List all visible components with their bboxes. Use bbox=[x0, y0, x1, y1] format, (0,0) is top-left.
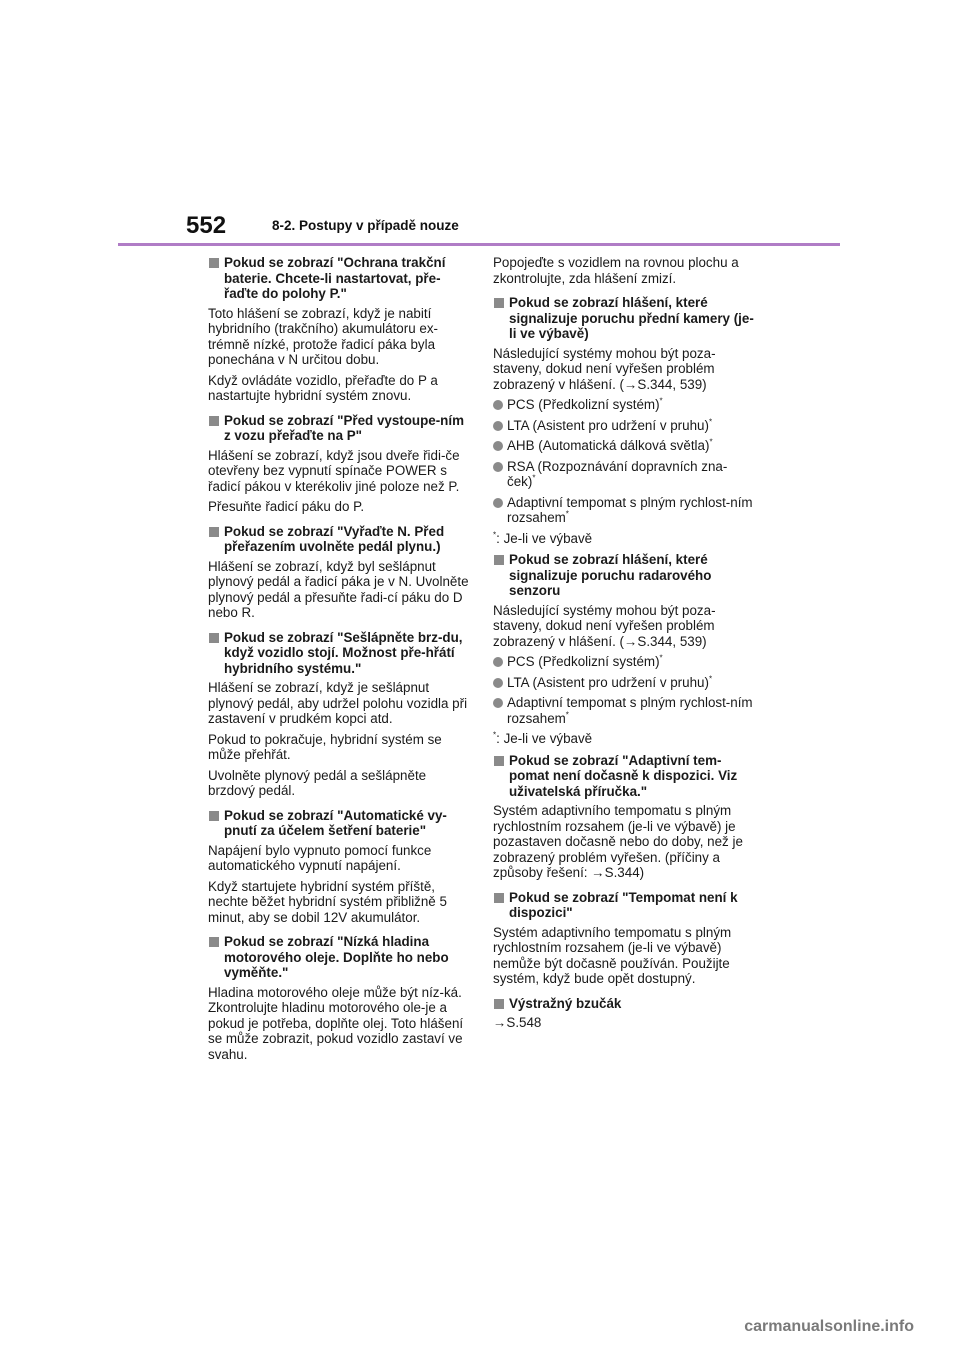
list-item: Adaptivní tempomat s plným rychlost-ním rozsahem* bbox=[493, 495, 755, 526]
paragraph: Toto hlášení se zobrazí, když je nabití hybridního (trakčního) akumulátoru ex-trémně nízké, protože řadicí páka byla ponechána v N určitou dobu. bbox=[208, 305, 438, 367]
heading: Pokud se zobrazí "Tempomat není k dispozici" bbox=[493, 890, 755, 921]
left-column bbox=[208, 255, 470, 1067]
page-number: 552 bbox=[186, 212, 227, 239]
heading: Pokud se zobrazí "Adaptivní tem-pomat není dočasně k dispozici. Viz uživatelská příručka." bbox=[493, 753, 755, 800]
list-item: PCS (Předkolizní systém)* bbox=[493, 654, 755, 670]
round-bullet-icon bbox=[493, 498, 503, 508]
round-bullet-icon bbox=[493, 421, 503, 431]
square-bullet-icon bbox=[209, 258, 219, 268]
round-bullet-icon bbox=[493, 400, 503, 410]
paragraph: Přesuňte řadicí páku do P. bbox=[208, 499, 365, 514]
paragraph: Pokud to pokračuje, hybridní systém se může přehřát. bbox=[208, 731, 442, 762]
paragraph: Napájení bylo vypnuto pomocí funkce automatického vypnutí napájení. bbox=[208, 842, 432, 873]
square-bullet-icon bbox=[494, 999, 504, 1009]
round-bullet-icon bbox=[493, 441, 503, 451]
square-bullet-icon bbox=[494, 756, 504, 766]
page-reference: →S.548 bbox=[493, 1015, 542, 1030]
paragraph: Hlášení se zobrazí, když je sešlápnut plynový pedál, aby udržel polohu vozidla při zastavení v prudkém kopci atd. bbox=[208, 680, 468, 726]
square-bullet-icon bbox=[209, 633, 219, 643]
list-item: PCS (Předkolizní systém)* bbox=[493, 397, 755, 413]
heading: Pokud se zobrazí "Vyřaďte N. Před přeřazením uvolněte pedál plynu.) bbox=[208, 524, 470, 555]
square-bullet-icon bbox=[209, 811, 219, 821]
footnote: *: Je-li ve výbavě bbox=[493, 530, 593, 546]
round-bullet-icon bbox=[493, 462, 503, 472]
list-item: AHB (Automatická dálková světla)* bbox=[493, 438, 755, 454]
heading: Pokud se zobrazí "Před vystoupe-ním z vozu přeřaďte na P" bbox=[208, 413, 470, 444]
square-bullet-icon bbox=[209, 937, 219, 947]
paragraph: Když startujete hybridní systém příště, nechte běžet hybridní systém přibližně 5 minut, aby se dobil 12V akumulátor. bbox=[208, 878, 447, 925]
section-title: 8-2. Postupy v případě nouze bbox=[272, 218, 459, 233]
list-item: Adaptivní tempomat s plným rychlost-ním rozsahem* bbox=[493, 695, 755, 726]
footnote: *: Je-li ve výbavě bbox=[493, 730, 593, 746]
heading: Pokud se zobrazí "Nízká hladina motorového oleje. Doplňte ho nebo vyměňte." bbox=[208, 934, 470, 981]
list-item: RSA (Rozpoznávání dopravních zna-ček)* bbox=[493, 459, 755, 490]
heading: Pokud se zobrazí "Automatické vy-pnutí za účelem šetření baterie" bbox=[208, 808, 470, 839]
paragraph: Systém adaptivního tempomatu s plným rychlostním rozsahem (je-li ve výbavě) nemůže být dočasně používán. Použijte systém, když bude opět dostupný. bbox=[493, 924, 732, 986]
paragraph: Když ovládáte vozidlo, přeřaďte do P a nastartujte hybridní systém znovu. bbox=[208, 372, 438, 403]
list-item: LTA (Asistent pro udržení v pruhu)* bbox=[493, 418, 755, 434]
watermark: carmanualsonline.info bbox=[744, 1318, 914, 1335]
paragraph: Hlášení se zobrazí, když byl sešlápnut plynový pedál a řadicí páka je v N. Uvolněte plynový pedál a přesuňte řadi-cí páku do D nebo R. bbox=[208, 558, 469, 620]
list-item: LTA (Asistent pro udržení v pruhu)* bbox=[493, 675, 755, 691]
square-bullet-icon bbox=[494, 555, 504, 565]
header-divider bbox=[118, 243, 840, 246]
square-bullet-icon bbox=[209, 416, 219, 426]
right-column bbox=[493, 255, 755, 1036]
heading: Pokud se zobrazí "Sešlápněte brz-du, když vozidlo stojí. Možnost pře-hřátí hybridního systému." bbox=[208, 630, 470, 677]
heading: Výstražný bzučák bbox=[493, 996, 755, 1012]
heading: Pokud se zobrazí "Ochrana trakční baterie. Chcete-li nastartovat, pře-řaďte do polohy P." bbox=[208, 255, 470, 302]
paragraph: Následující systémy mohou být poza-staveny, dokud není vyřešen problém zobrazený v hlášení. (→S.344, 539) bbox=[493, 602, 716, 649]
paragraph: Hladina motorového oleje může být níz-ká. Zkontrolujte hladinu motorového ole-je a pokud je potřeba, doplňte olej. Toto hlášení se může zobrazit, pokud vozidlo zastaví ve svahu. bbox=[208, 984, 464, 1062]
paragraph: Uvolněte plynový pedál a sešlápněte brzdový pedál. bbox=[208, 767, 427, 798]
square-bullet-icon bbox=[209, 527, 219, 537]
round-bullet-icon bbox=[493, 698, 503, 708]
paragraph: Popojeďte s vozidlem na rovnou plochu a zkontrolujte, zda hlášení zmizí. bbox=[493, 255, 739, 286]
paragraph: Systém adaptivního tempomatu s plným rychlostním rozsahem (je-li ve výbavě) je pozastaven dočasně nebo do doby, než je zobrazený problém vyřešen. (příčiny a způsoby řešení: →S.344) bbox=[493, 803, 743, 880]
square-bullet-icon bbox=[494, 893, 504, 903]
paragraph: Následující systémy mohou být poza-staveny, dokud není vyřešen problém zobrazený v hlášení. (→S.344, 539) bbox=[493, 345, 716, 392]
square-bullet-icon bbox=[494, 298, 504, 308]
paragraph: Hlášení se zobrazí, když jsou dveře řidi-če otevřeny bez vypnutí spínače POWER s řadicí pákou v kterékoliv jiné poloze než P. bbox=[208, 447, 460, 494]
round-bullet-icon bbox=[493, 678, 503, 688]
round-bullet-icon bbox=[493, 657, 503, 667]
heading: Pokud se zobrazí hlášení, které signalizuje poruchu přední kamery (je-li ve výbavě) bbox=[493, 295, 755, 342]
heading: Pokud se zobrazí hlášení, které signalizuje poruchu radarového senzoru bbox=[493, 552, 755, 599]
